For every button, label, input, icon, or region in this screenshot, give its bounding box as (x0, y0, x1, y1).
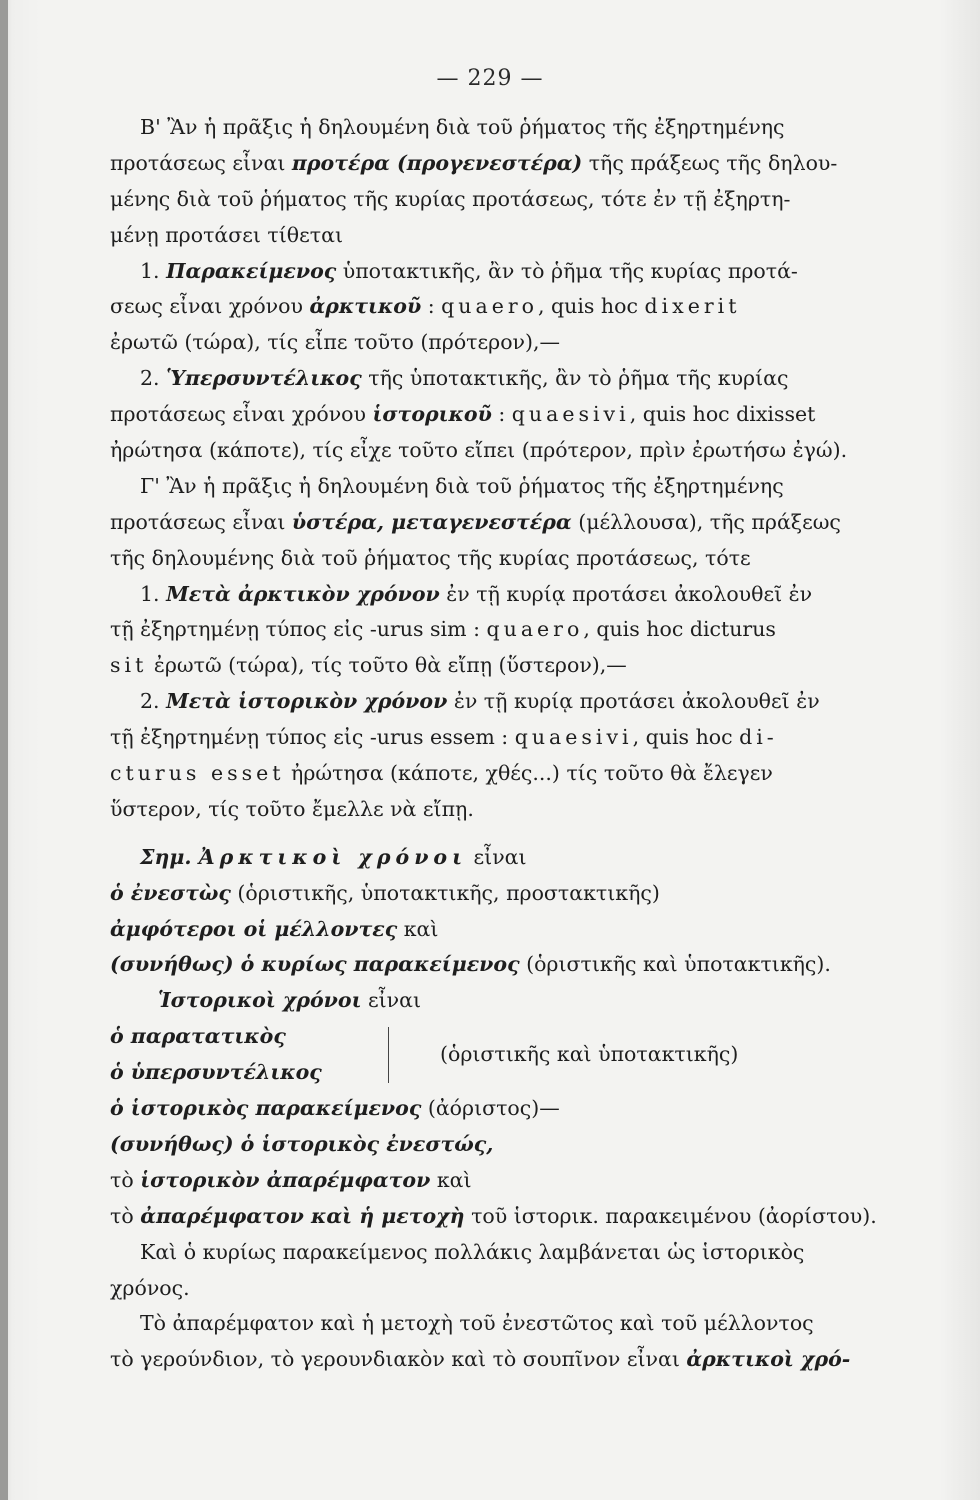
page-text (110, 110, 930, 1378)
text-line: προτάσεως εἶναι χρόνου ἱστορικοῦ : quaesivi, quis hoc dixisset (110, 402, 816, 427)
section-g-heading: Γ' Ἂν ἡ πρᾶξις ἡ δηλουμένη διὰ τοῦ ῥήματος τῆς ἐξηρτημένης (140, 473, 784, 498)
text-line: ἐρωτῶ (τώρα), τίς εἶπε τοῦτο (πρότερον),— (110, 330, 561, 355)
note-line: τὸ ἱστορικὸν ἀπαρέμφατον καὶ (110, 1167, 472, 1192)
note-line: ὁ ἐνεστὼς (ὁριστικῆς, ὑποτακτικῆς, προστακτικῆς) (110, 880, 660, 905)
text-line: προτάσεως εἶναι ὑστέρα, μεταγενεστέρα (μέλλουσα), τῆς πράξεως (110, 509, 841, 534)
text-line: ἠρώτησα (κάποτε), τίς εἶχε τοῦτο εἴπει (πρότερον, πρὶν ἐρωτήσω ἐγώ). (110, 438, 848, 463)
text-line: cturus esset ἠρώτησα (κάποτε, χθές...) τίς τοῦτο θὰ ἔλεγεν (110, 761, 773, 786)
note-line: τὸ ἀπαρέμφατον καὶ ἡ μετοχὴ τοῦ ἱστορικ. παρακειμένου (ἀορίστου). (110, 1203, 877, 1228)
page-number: — 229 — (436, 66, 544, 91)
note-line: (συνήθως) ὁ κυρίως παρακείμενος (ὁριστικῆς καὶ ὑποτακτικῆς). (110, 952, 831, 977)
closing-paragraph: Καὶ ὁ κυρίως παρακείμενος πολλάκις λαμβάνεται ὡς ἱστορικὸς (140, 1239, 805, 1264)
text-line: τῆς δηλουμένης διὰ τοῦ ῥήματος τῆς κυρίας προτάσεως, τότε (110, 545, 751, 570)
section-b1-heading: 1. Παρακείμενος ὑποτακτικῆς, ἂν τὸ ῥῆμα τῆς κυρίας προτά- (140, 258, 798, 283)
text-line: μένης διὰ τοῦ ῥήματος τῆς κυρίας προτάσεως, τότε ἐν τῇ ἐξηρτη- (110, 186, 791, 211)
note-line: (συνήθως) ὁ ἱστορικὸς ἐνεστώς, (110, 1131, 494, 1156)
section-g2-heading: 2. Μετὰ ἱστορικὸν χρόνον ἐν τῇ κυρίᾳ προτάσει ἀκολουθεῖ ἐν (140, 689, 820, 714)
text-line: τῇ ἐξηρτημένῃ τύπος εἰς -urus essem : quaesivi, quis hoc di- (110, 725, 778, 750)
text-line: χρόνος. (110, 1275, 190, 1300)
page-binding-edge (0, 0, 8, 1500)
note-heading-historical: Ἱστορικοὶ χρόνοι εἶναι (158, 988, 422, 1013)
note-line: ὁ ἱστορικὸς παρακείμενος (ἀόριστος)— (110, 1096, 560, 1121)
text-line: sit ἐρωτῶ (τώρα), τίς τοῦτο θὰ εἴπῃ (ὕστερον),— (110, 653, 627, 678)
text-line: σεως εἶναι χρόνου ἀρκτικοῦ : quaero, quis hoc dixerit (110, 294, 741, 319)
bracketed-tenses: ὁ παρατατικὸς ὁ ὑπερσυντέλικος (ὁριστικῆς καὶ ὑποτακτικῆς) (110, 1024, 739, 1085)
note-heading: Σημ. Ἀρκτικοὶ χρόνοι εἶναι (140, 844, 527, 869)
text-line: τῇ ἐξηρτημένῃ τύπος εἰς -urus sim : quaero, quis hoc dicturus (110, 617, 776, 642)
section-g1-heading: 1. Μετὰ ἀρκτικὸν χρόνον ἐν τῇ κυρίᾳ προτάσει ἀκολουθεῖ ἐν (140, 581, 813, 606)
section-b2-heading: 2. Ὑπερσυντέλικος τῆς ὑποτακτικῆς, ἂν τὸ ῥῆμα τῆς κυρίας (140, 366, 789, 391)
text-line: τὸ γερούνδιον, τὸ γερουνδιακὸν καὶ τὸ σουπῖνον εἶναι ἀρκτικοὶ χρό- (110, 1347, 851, 1372)
closing-paragraph: Τὸ ἀπαρέμφατον καὶ ἡ μετοχὴ τοῦ ἐνεστῶτος καὶ τοῦ μέλλοντος (140, 1311, 814, 1336)
bracket-line (388, 1027, 390, 1083)
text-line: ὕστερον, τίς τοῦτο ἔμελλε νὰ εἴπῃ. (110, 796, 474, 821)
text-line: Β' Ἂν ἡ πρᾶξις ἡ δηλουμένη διὰ τοῦ ῥήματος τῆς ἐξηρτημένης (140, 115, 785, 139)
note-line: ἀμφότεροι οἱ μέλλοντες καὶ (110, 916, 439, 941)
text-line: μένῃ προτάσει τίθεται (110, 222, 343, 247)
text-line: προτάσεως εἶναι προτέρα (προγενεστέρα) τῆς πράξεως τῆς δηλου- (110, 150, 838, 175)
